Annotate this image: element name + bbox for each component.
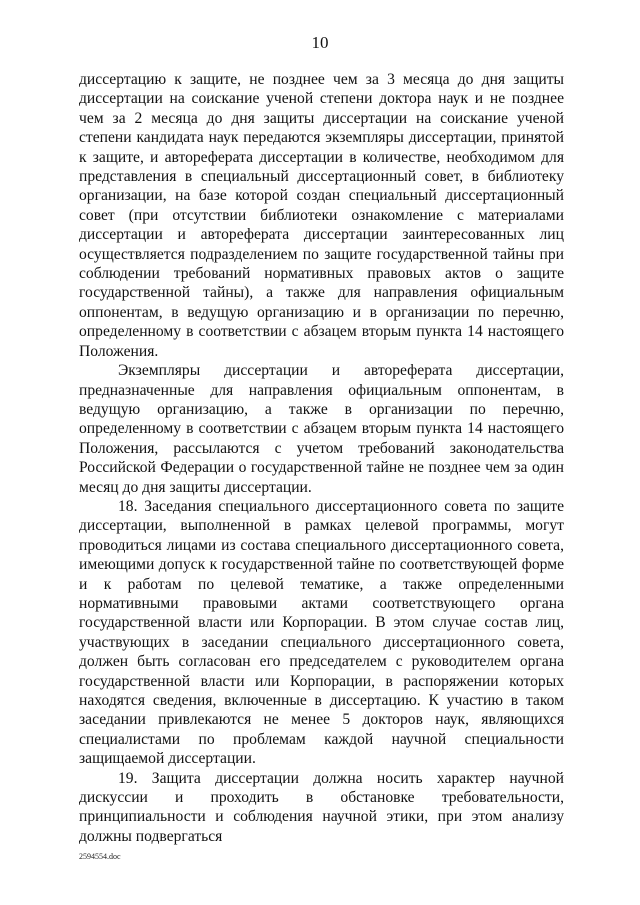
paragraph-copies-distribution: Экземпляры диссертации и автореферата диссертации, предназначенные для направления официальным оппонентам, в ведущую организацию, а также в организации по перечню, определенному в соответствии с абзацем вторым пункта 14 настоящего Положения, рассылаются с учетом требований законодательства Российской Федерации о государственной тайне не позднее чем за один месяц до дня защиты диссертации. bbox=[79, 362, 564, 496]
document-body bbox=[79, 70, 564, 846]
paragraph-item-19: 19. Защита диссертации должна носить характер научной дискуссии и проходить в обстановке требовательности, принципиальности и соблюдения научной этики, при этом анализу должны подвергаться bbox=[79, 769, 564, 845]
footer-filename: 2594554.doc bbox=[79, 852, 121, 861]
paragraph-item-18: 18. Заседания специального диссертационного совета по защите диссертации, выполненной в рамках целевой программы, могут проводиться лицами из состава специального диссертационного совета, имеющими допуск к государственной тайне по соответствующей форме и к работам по целевой тематике, а также определенными нормативными правовыми актами соответствующего органа государственной власти или Корпорации. В этом случае состав лиц, участвующих в заседании специального диссертационного совета, должен быть согласован его председателем с руководителем органа государственной власти или Корпорации, в распоряжении которых находятся сведения, включенные в диссертацию. К участию в таком заседании привлекаются не менее 5 докторов наук, являющихся специалистами по проблемам каждой научной специальности защищаемой диссертации. bbox=[79, 497, 564, 768]
page-number: 10 bbox=[311, 33, 329, 52]
paragraph-continuation: диссертацию к защите, не позднее чем за 3 месяца до дня защиты диссертации на соискание ученой степени доктора наук и не позднее чем за 2 месяца до дня защиты диссертации на соискание ученой степени кандидата наук передаются экземпляры диссертации, принятой к защите, и автореферата диссертации в количестве, необходимом для представления в специальный диссертационный совет, в библиотеку организации, на базе которой создан специальный диссертационный совет (при отсутствии библиотеки ознакомление с материалами диссертации и автореферата диссертации заинтересованных лиц осуществляется подразделением по защите государственной тайны при соблюдении требований нормативных правовых актов о защите государственной тайны), а также для направления официальным оппонентам, в ведущую организацию и в организации по перечню, определенному в соответствии с абзацем вторым пункта 14 настоящего Положения. bbox=[79, 71, 564, 360]
